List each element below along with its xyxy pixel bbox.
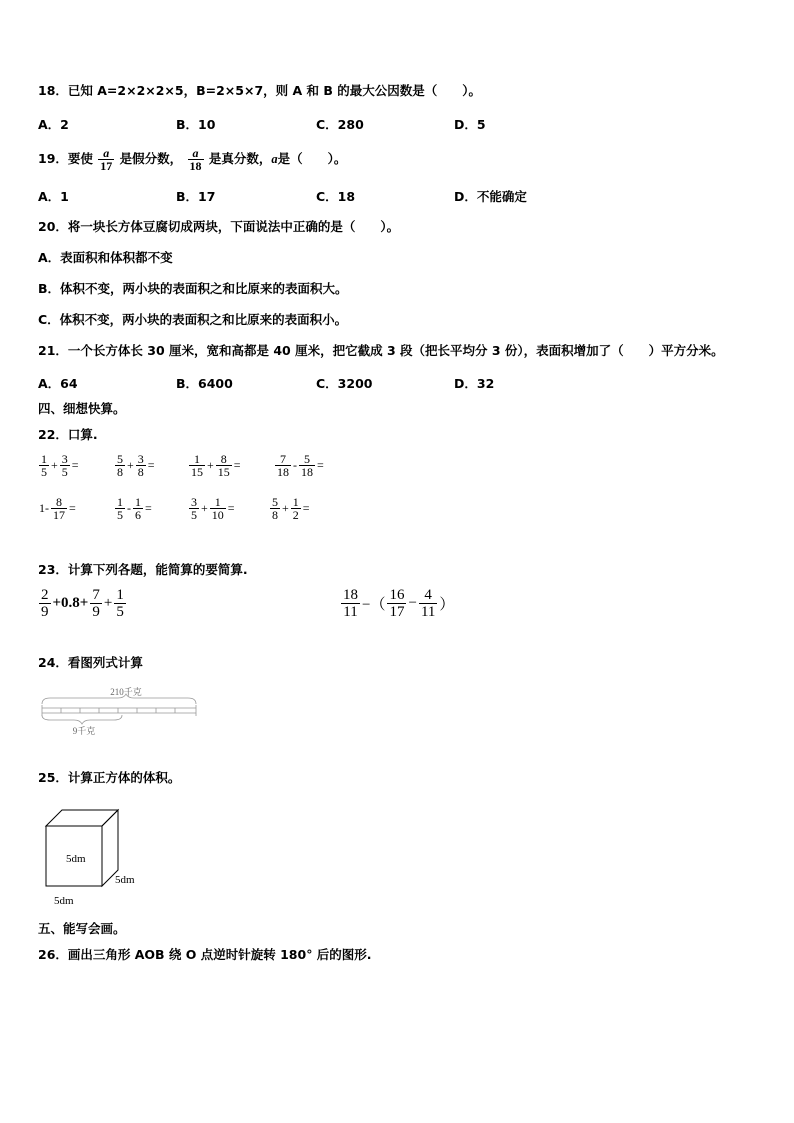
q22-item-8: $\frac{5}{8}$ + $\frac{1}{2}$ = (272, 495, 310, 522)
q19-mid: 是假分数， (119, 151, 183, 166)
q19-frac2-den: 18 (189, 159, 202, 173)
q25-cube-diagram (40, 808, 150, 908)
q24-bottom-label: 9千克 (72, 726, 96, 736)
cube-top-face (46, 810, 118, 826)
fraction: $\frac{1}{5}$ (117, 495, 123, 522)
q20-option-c: C．体积不变，两小块的表面积之和比原来的表面积小。 (38, 312, 348, 327)
section-4-heading: 四、细想快算。 (38, 401, 126, 416)
q21-option-d: D．32 (454, 376, 495, 391)
fraction: $\frac{5}{18}$ (301, 452, 313, 479)
fraction: $\frac{1}{15}$ (191, 452, 203, 479)
fraction: $\frac{1}{5}$ (116, 587, 124, 620)
fraction: $\frac{4}{11}$ (420, 587, 436, 620)
q22-item-7: $\frac{3}{5}$ + $\frac{1}{10}$ = (191, 495, 235, 522)
cube-front-label: 5dm (66, 853, 86, 865)
q19-option-b: B．17 (176, 189, 216, 204)
q22-item-1: $\frac{1}{5}$ + $\frac{3}{5}$ = (41, 452, 79, 479)
q19-suffix-a: 是真分数， (208, 151, 272, 166)
question-22-title: 22．口算. (38, 427, 98, 442)
q21-option-c: C．3200 (316, 376, 373, 391)
q19-option-a: A．1 (38, 189, 69, 204)
q22-item-3: $\frac{1}{15}$ + $\frac{8}{15}$ = (191, 452, 241, 479)
cube-bottom-label: 5dm (54, 895, 74, 907)
q18-option-d: D．5 (454, 117, 486, 132)
fraction: $\frac{1}{10}$ (211, 495, 224, 522)
q22-item-2: $\frac{5}{8}$ + $\frac{3}{8}$ = (117, 452, 155, 479)
q20-option-b: B．体积不变，两小块的表面积之和比原来的表面积大。 (38, 281, 348, 296)
fraction: $\frac{7}{18}$ (277, 452, 289, 479)
q24-top-label: 210千克 (110, 687, 142, 697)
q19-fraction-a-18 (188, 147, 204, 172)
fraction: $\frac{18}{11}$ (343, 587, 358, 620)
q19-frac1-den: 17 (100, 159, 113, 173)
question-24-title: 24．看图列式计算 (38, 655, 143, 670)
question-26-text: 26．画出三角形 AOB 绕 O 点逆时针旋转 180° 后的图形. (38, 947, 372, 962)
q22-item-6: $\frac{1}{5}$ - $\frac{1}{6}$ = (117, 495, 152, 522)
q24-bottom-brace (42, 715, 122, 724)
fraction: $\frac{8}{15}$ (217, 452, 230, 479)
q19-option-c: C．18 (316, 189, 356, 204)
q18-option-b: B．10 (176, 117, 216, 132)
fraction: $\frac{1}{5}$ (41, 452, 47, 479)
fraction: $\frac{3}{8}$ (137, 452, 144, 479)
q22-item-5: 1- $\frac{8}{17}$ = (39, 495, 76, 522)
question-23-title: 23．计算下列各题，能简算的要简算. (38, 562, 248, 577)
q19-frac1-num: a (103, 146, 110, 160)
section-5-heading: 五、能写会画。 (38, 921, 126, 936)
question-18-text: 18．已知 A=2×2×2×5，B=2×5×7，则 A 和 B 的最大公因数是（ ）。 (38, 83, 482, 98)
q19-fraction-a-17 (98, 147, 114, 172)
q19-suffix-b: 是（ ）。 (277, 151, 347, 166)
q21-option-b: B．6400 (176, 376, 233, 391)
q19-frac2-num: a (192, 146, 199, 160)
q24-segment-ticks (42, 705, 196, 716)
fraction: $\frac{7}{9}$ (92, 587, 100, 620)
q23-expression-1: $\frac{2}{9}$ +0.8+ $\frac{7}{9}$ + $\frac{1}{5}$ (41, 587, 124, 620)
q22-item-4: $\frac{7}{18}$ - $\frac{5}{18}$ = (277, 452, 324, 479)
q20-option-a: A．表面积和体积都不变 (38, 250, 173, 265)
fraction: $\frac{1}{2}$ (292, 495, 299, 522)
fraction: $\frac{5}{8}$ (272, 495, 278, 522)
fraction: $\frac{3}{5}$ (191, 495, 197, 522)
q18-option-c: C．280 (316, 117, 364, 132)
cube-side-label: 5dm (115, 874, 135, 886)
fraction: $\frac{8}{17}$ (53, 495, 65, 522)
fraction: $\frac{5}{8}$ (117, 452, 123, 479)
q19-prefix: 19．要使 (38, 151, 93, 166)
fraction: $\frac{16}{17}$ (389, 587, 405, 620)
q23-expression-2: $\frac{18}{11}$ −（ $\frac{16}{17}$ − $\frac{4}{11}$ ） (343, 587, 455, 620)
question-20-text: 20．将一块长方体豆腐切成两块，下面说法中正确的是（ ）。 (38, 219, 400, 234)
q19-variable: a (271, 152, 278, 166)
question-21-text: 21．一个长方体长 30 厘米，宽和高都是 40 厘米，把它截成 3 段（把长平均分 3 份），表面积增加了（ ）平方分米。 (38, 343, 724, 358)
question-19-text (38, 144, 346, 174)
q18-option-a: A．2 (38, 117, 69, 132)
q24-line-diagram (38, 682, 203, 742)
fraction: $\frac{1}{6}$ (135, 495, 141, 522)
q21-option-a: A．64 (38, 376, 78, 391)
fraction: $\frac{3}{5}$ (61, 452, 68, 479)
question-25-title: 25．计算正方体的体积。 (38, 770, 181, 785)
q19-option-d: D．不能确定 (454, 189, 527, 204)
fraction: $\frac{2}{9}$ (41, 587, 49, 620)
